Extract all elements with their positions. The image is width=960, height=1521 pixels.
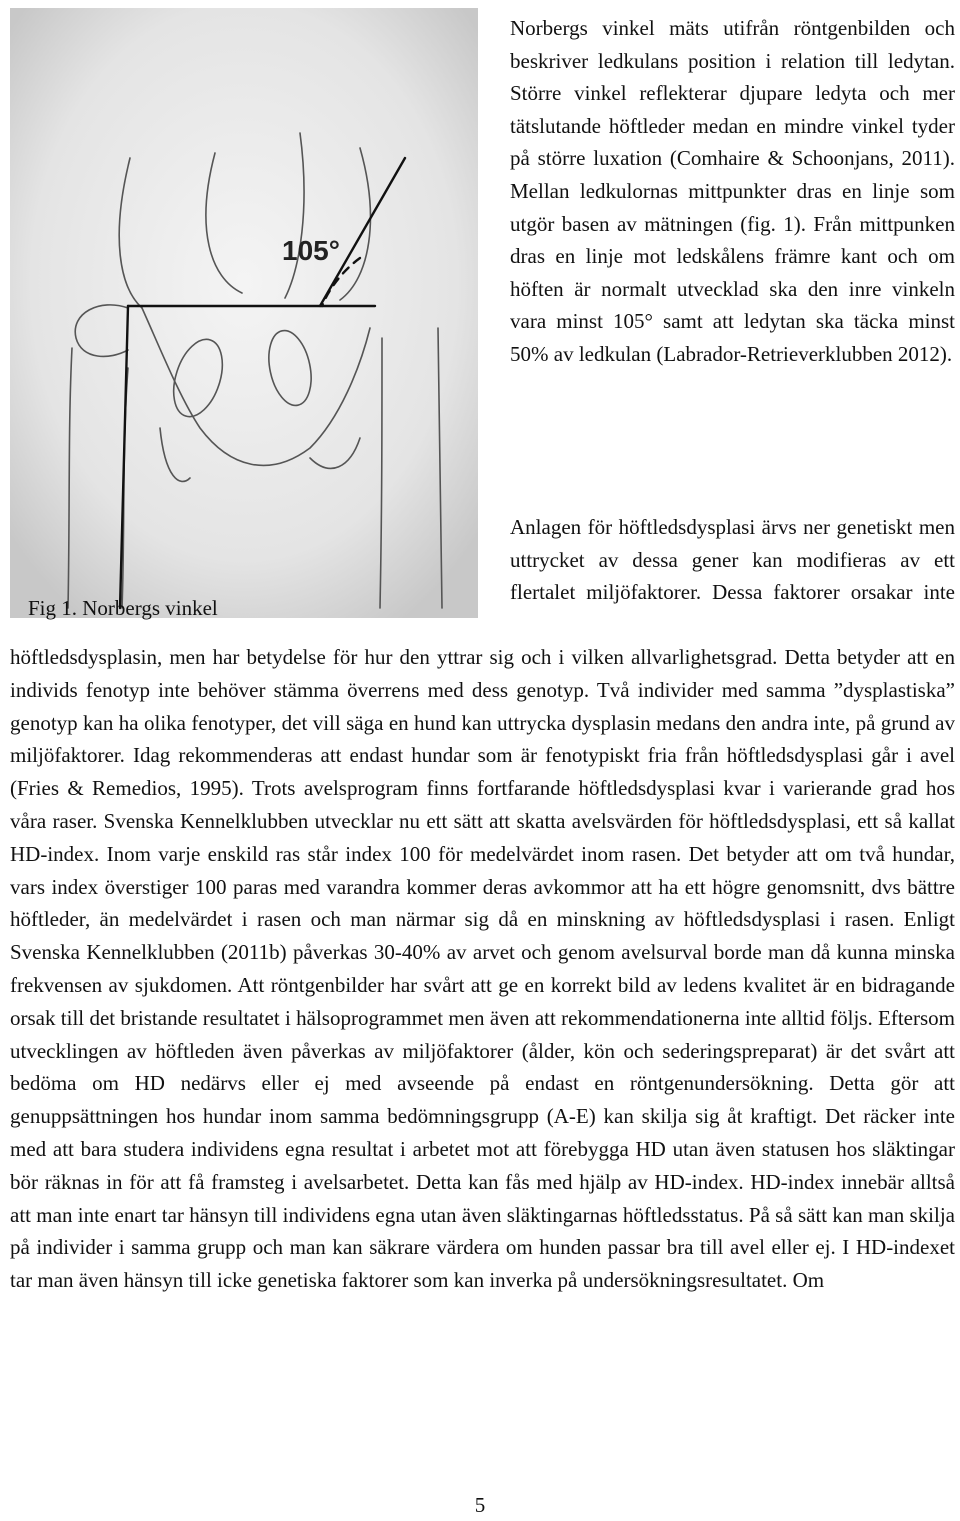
paragraph-heredity-continued: höftledsdysplasin, men har betydelse för hur den yttrar sig och i vilken allvarlighetsgrad. Detta betyder att en individs fenotyp inte behöver stämma överrens med dess genotyp. Två individer med samma ”dysplastiska” genotyp kan ha olika fenotyper, det vill säga en hund kan uttrycka dysplasin medans den andra inte, på grund av miljöfaktorer. Idag rekommenderas att endast hundar som är fenotypiskt fria från höftledsdysplasi går i avel (Fries & Remedios, 1995). Trots avelsprogram finns fortfarande höftledsdysplasi kvar i varierande grad hos våra raser. Svenska Kennelklubben utvecklar nu ett sätt att skatta avelsvärden för höftledsdysplasi, ett så kallat HD-index. Inom varje enskild ras står index 100 för medelvärdet inom rasen. Det betyder att om två hundar, vars index överstiger 100 paras med varandra kommer deras avkommor att ha ett högre genomsnitt, dvs bättre höftleder, än medelvärdet i rasen och man närmar sig då en minskning av höftledsdysplasi i rasen. Enligt Svenska Kennelklubben (2011b) påverkas 30-40% av arvet och genom avelsurval borde man då kunna minska frekvensen av sjukdomen. Att röntgenbilder har svårt att ge en korrekt bild av ledens kvalitet är en bidragande orsak till det bristande resultatet i hälsoprogrammet men även att rekommendationerna inte alltid följs. Eftersom utvecklingen av höftleden även påverkas av miljöfaktorer (ålder, kön och sederingspreparat) är det svårt att bedöma om HD nedärvs eller ej med avseende på endast en röntgenundersökning. Detta gör att genuppsättningen hos hundar inom samma bedömningsgrupp (A-E) kan skilja sig åt kraftigt. Det räcker inte med att bara studera individens egna resultat i arbetet mot att förebygga HD utan även statusen hos släktingar bör räknas in för att få framsteg i avelsarbetet. Detta kan fås med hjälp av HD-index. HD-index innebär alltså att man inte enart tar hänsyn till individens egna utan även släktingarnas höftledsstatus. På så sätt kan man skilja på individer i samma grupp och man kan säkrare värdera om hunden passar bra till avel eller ej. I HD-indexet tar man även hänsyn till icke genetiska faktorer som kan inverka på undersökningsresultatet. Om	[10, 645, 955, 1293]
paragraph-heredity-start: Anlagen för höftledsdysplasi ärvs ner genetiskt men uttrycket av dessa gener kan modifieras av ett flertalet miljöfaktorer. Dessa faktorer orsakar inte	[510, 515, 955, 605]
hip-joint-sketch	[10, 8, 478, 618]
norbergs-angle-figure	[10, 8, 478, 618]
paragraph-norbergs-angle: Norbergs vinkel mäts utifrån röntgenbilden och beskriver ledkulans position i relation till ledytan. Större vinkel reflekterar djupare ledyta och mer tätslutande höftleder medan en mindre vinkel tyder på större luxation (Comhaire & Schoonjans, 2011). Mellan ledkulornas mittpunkter dras en linje som utgör basen av mätningen (fig. 1). Från mittpunken dras en linje mot ledskålens främre kant och om höften är normalt utvecklad ska den inre vinkeln vara minst 105° samt att ledytan ska täcka minst 50% av ledkulan (Labrador-Retrieverklubben 2012).	[510, 16, 955, 366]
figure-caption: Fig 1. Norbergs vinkel	[28, 596, 218, 620]
angle-label: 105°	[282, 235, 340, 266]
page-number: 5	[474, 1493, 486, 1517]
